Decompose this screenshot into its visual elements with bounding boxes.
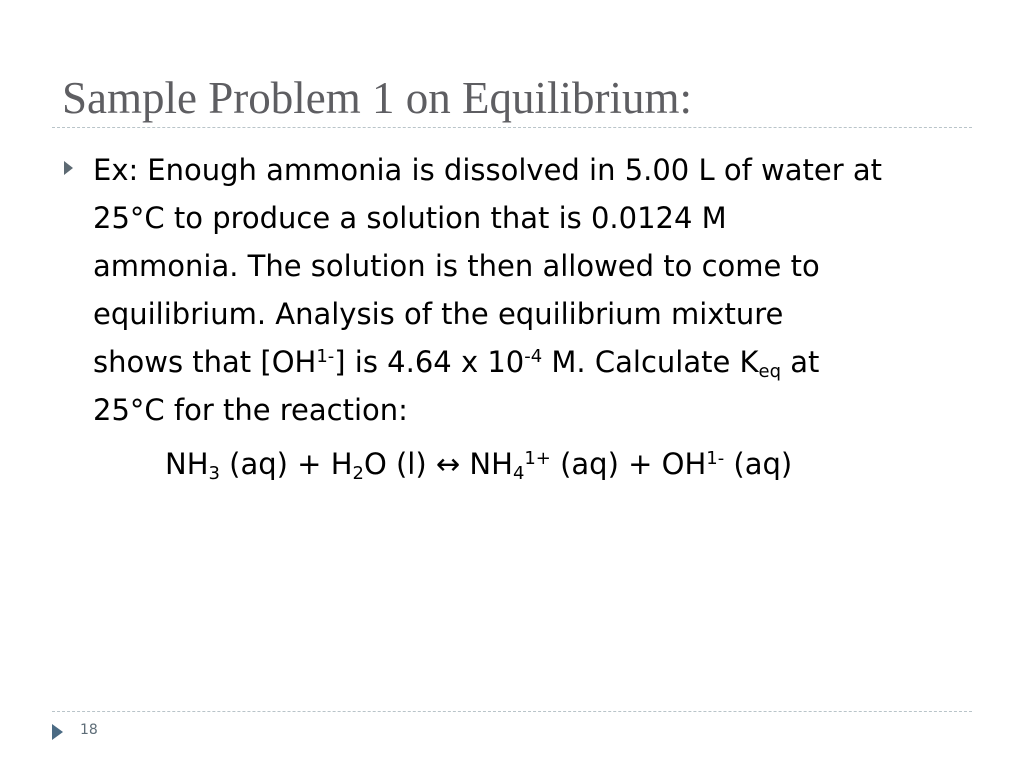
problem-line-4: equilibrium. Analysis of the equilibrium mixture	[93, 297, 784, 331]
title-divider	[52, 127, 972, 128]
problem-line-1: Ex: Enough ammonia is dissolved in 5.00 L of water at	[93, 153, 883, 187]
equilibrium-arrow-icon: ↔	[435, 447, 461, 481]
problem-text	[93, 146, 973, 434]
reaction-equation: $NH_3$ $(aq) + H_2O$ (l) ↔ $NH_4^{1+}$ $(aq) + OH^{1-}$ (aq)	[165, 447, 793, 485]
problem-line-3: ammonia. The solution is then allowed to come to	[93, 249, 820, 283]
slide-title: Sample Problem 1 on Equilibrium:	[62, 73, 692, 123]
footer-divider	[52, 711, 972, 712]
triangle-right-icon	[64, 161, 73, 175]
problem-line-6: 25°C for the reaction:	[93, 393, 408, 427]
footer-triangle-icon	[52, 724, 63, 740]
slide-number: 18	[80, 722, 98, 738]
problem-label: Ex:	[93, 153, 139, 187]
problem-line-5: shows that $[OH^{1-}]$ is 4.64 x $10^{-4}$ M. Calculate $K_{eq}$ at	[93, 345, 820, 383]
problem-line-2: 25°C to produce a solution that is 0.0124 M	[93, 201, 727, 235]
